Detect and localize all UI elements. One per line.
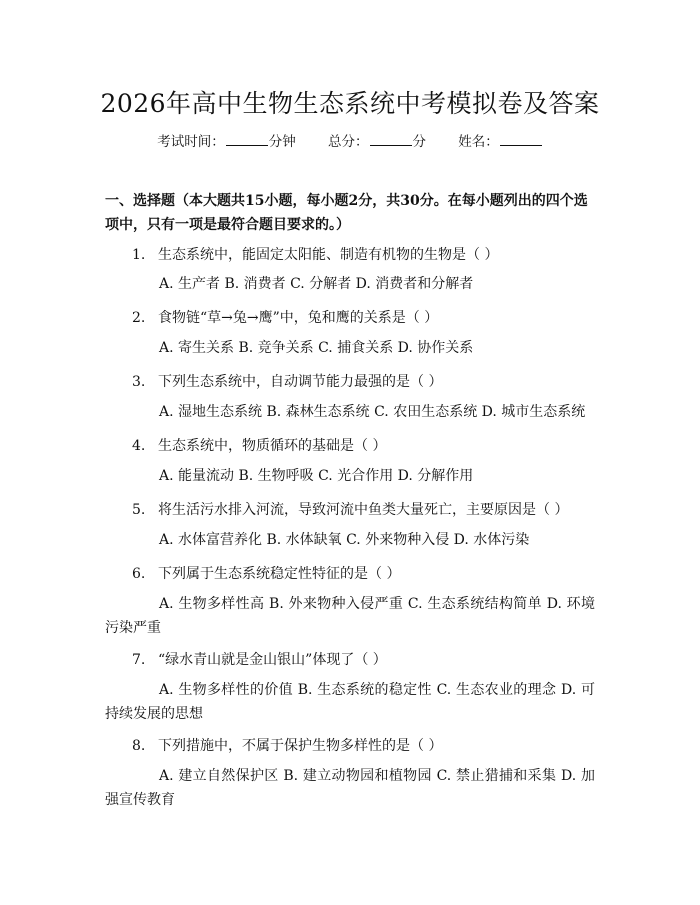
exam-time xyxy=(157,130,296,150)
question-text: 食物链“草→兔→鹰”中，兔和鹰的关系是（ ） xyxy=(158,310,439,326)
name-blank xyxy=(500,133,542,146)
question-stem xyxy=(132,435,386,455)
question-text: “绿水青山就是金山银山”体现了（ ） xyxy=(158,652,387,668)
question-text: 下列属于生态系统稳定性特征的是（ ） xyxy=(158,566,401,582)
question-options: A. 生产者 B. 消费者 C. 分解者 D. 消费者和分解者 xyxy=(159,276,474,292)
total-score xyxy=(328,130,426,150)
page-title: 2026年高中生物生态系统中考模拟卷及答案 xyxy=(100,89,600,118)
question-text: 生态系统中，物质循环的基础是（ ） xyxy=(158,438,387,454)
question-options: A. 生物多样性的价值 B. 生态系统的稳定性 C. 生态农业的理念 D. 可持续发展的思想 xyxy=(105,682,595,722)
question-number: 1. xyxy=(132,247,146,263)
name-label: 姓名： xyxy=(458,134,499,150)
section-heading: 一、选择题（本大题共15小题，每小题2分，共30分。在每小题列出的四个选项中，只有一项是最符合题目要求的。） xyxy=(105,193,588,233)
question-text: 将生活污水排入河流，导致河流中鱼类大量死亡，主要原因是（ ） xyxy=(158,502,569,518)
question-options: A. 水体富营养化 B. 水体缺氧 C. 外来物种入侵 D. 水体污染 xyxy=(159,532,530,548)
question-options: A. 生物多样性高 B. 外来物种入侵严重 C. 生态系统结构简单 D. 环境污染严重 xyxy=(105,596,595,636)
time-label: 考试时间： xyxy=(157,134,225,150)
question-stem xyxy=(132,563,400,583)
question-number: 3. xyxy=(132,374,146,390)
question-stem xyxy=(132,307,438,327)
question-options: A. 能量流动 B. 生物呼吸 C. 光合作用 D. 分解作用 xyxy=(159,468,474,484)
question-text: 生态系统中，能固定太阳能、制造有机物的生物是（ ） xyxy=(158,247,499,263)
score-unit: 分 xyxy=(412,134,426,150)
question-number: 4. xyxy=(132,438,146,454)
question-stem xyxy=(132,499,568,519)
question-text: 下列措施中，不属于保护生物多样性的是（ ） xyxy=(158,738,443,754)
score-label: 总分： xyxy=(328,134,369,150)
question-text: 下列生态系统中，自动调节能力最强的是（ ） xyxy=(158,374,443,390)
question-options: A. 寄生关系 B. 竞争关系 C. 捕食关系 D. 协作关系 xyxy=(159,340,474,356)
question-stem xyxy=(132,371,442,391)
question-options: A. 建立自然保护区 B. 建立动物园和植物园 C. 禁止猎捕和采集 D. 加强宣传教育 xyxy=(105,768,595,808)
question-stem xyxy=(132,735,442,755)
time-unit: 分钟 xyxy=(268,134,296,150)
question-number: 2. xyxy=(132,310,146,326)
question-stem xyxy=(132,649,387,669)
score-blank xyxy=(370,133,412,146)
question-number: 6. xyxy=(132,566,146,582)
question-number: 7. xyxy=(132,652,146,668)
question-options: A. 湿地生态系统 B. 森林生态系统 C. 农田生态系统 D. 城市生态系统 xyxy=(159,404,586,420)
question-number: 8. xyxy=(132,738,146,754)
time-blank xyxy=(226,133,268,146)
student-name xyxy=(458,130,543,150)
exam-meta xyxy=(0,130,700,150)
question-number: 5. xyxy=(132,502,146,518)
question-stem xyxy=(132,244,498,264)
